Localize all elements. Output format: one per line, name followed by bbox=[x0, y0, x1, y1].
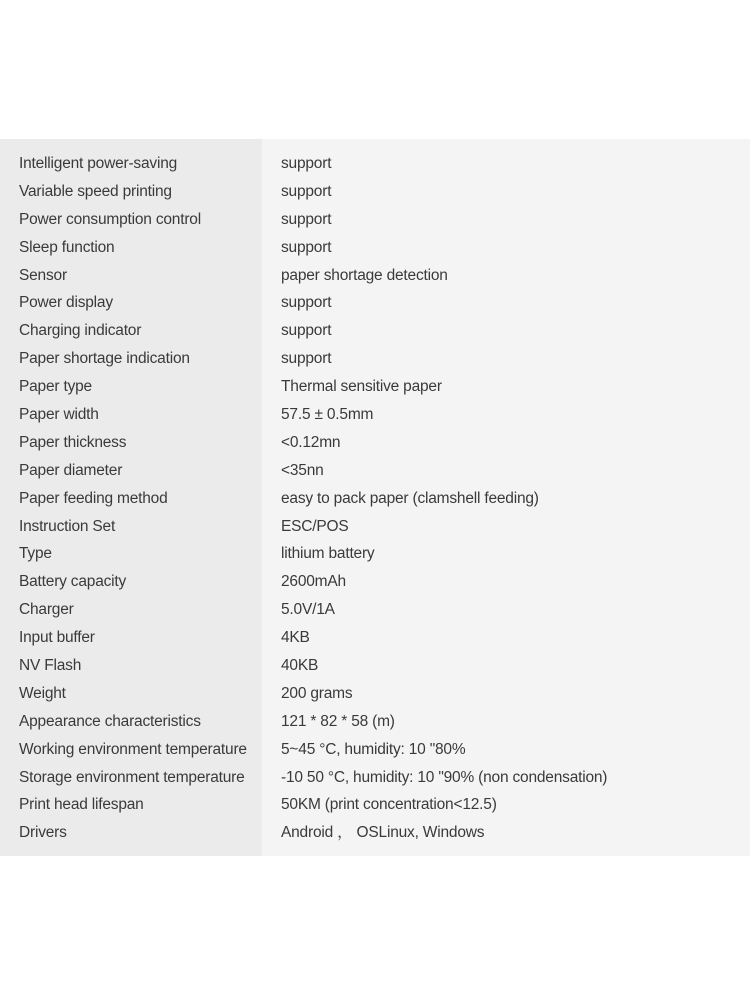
spec-label: Paper type bbox=[19, 378, 92, 396]
spec-label: Weight bbox=[19, 684, 66, 702]
spec-row bbox=[0, 262, 750, 290]
spec-label: Appearance characteristics bbox=[19, 712, 201, 730]
spec-label: Paper shortage indication bbox=[19, 350, 190, 368]
spec-value: 2600mAh bbox=[281, 573, 346, 591]
spec-row bbox=[0, 150, 750, 178]
spec-row bbox=[0, 206, 750, 234]
spec-value: 200 grams bbox=[281, 684, 353, 702]
spec-row bbox=[0, 568, 750, 596]
spec-value: support bbox=[281, 182, 332, 200]
spec-value: easy to pack paper (clamshell feeding) bbox=[281, 489, 539, 507]
spec-row bbox=[0, 485, 750, 513]
spec-row bbox=[0, 819, 750, 847]
spec-label: Instruction Set bbox=[19, 517, 116, 535]
spec-label: Power consumption control bbox=[19, 210, 201, 228]
spec-label: Charging indicator bbox=[19, 322, 142, 340]
spec-value: support bbox=[281, 155, 332, 172]
spec-label: Print head lifespan bbox=[19, 796, 144, 814]
spec-row bbox=[0, 401, 750, 429]
spec-value: support bbox=[281, 350, 332, 368]
spec-row bbox=[0, 764, 750, 792]
spec-value: support bbox=[281, 294, 332, 312]
spec-row bbox=[0, 317, 750, 345]
spec-row bbox=[0, 457, 750, 485]
spec-value: 5.0V/1A bbox=[281, 601, 335, 619]
spec-label: Variable speed printing bbox=[19, 182, 172, 200]
spec-label: Working environment temperature bbox=[19, 740, 247, 758]
spec-row bbox=[0, 680, 750, 708]
spec-row bbox=[0, 624, 750, 652]
spec-value: <0.12mn bbox=[281, 433, 341, 451]
spec-value: 5~45 °C, humidity: 10 "80% bbox=[281, 740, 466, 758]
spec-value: 57.5 ± 0.5mm bbox=[281, 406, 374, 424]
spec-value: support bbox=[281, 322, 332, 340]
spec-label: Type bbox=[19, 545, 52, 563]
spec-row bbox=[0, 234, 750, 262]
spec-value: 4KB bbox=[281, 629, 310, 647]
spec-label: Battery capacity bbox=[19, 573, 127, 591]
spec-value: support bbox=[281, 210, 332, 228]
spec-value: ESC/POS bbox=[281, 517, 349, 535]
spec-label: Power display bbox=[19, 294, 113, 312]
spec-value: paper shortage detection bbox=[281, 266, 448, 284]
spec-label: Paper width bbox=[19, 406, 99, 424]
spec-value: support bbox=[281, 238, 332, 256]
spec-row bbox=[0, 791, 750, 819]
spec-label: Storage environment temperature bbox=[19, 768, 245, 786]
spec-label: Paper thickness bbox=[19, 433, 127, 451]
spec-label: Paper feeding method bbox=[19, 489, 168, 507]
spec-value: Android ， OSLinux, Windows bbox=[281, 824, 485, 842]
spec-row bbox=[0, 596, 750, 624]
spec-row bbox=[0, 429, 750, 457]
spec-row bbox=[0, 708, 750, 736]
spec-label: Sensor bbox=[19, 266, 67, 284]
spec-row bbox=[0, 178, 750, 206]
spec-value: -10 50 °C, humidity: 10 "90% (non condensation) bbox=[281, 768, 608, 786]
spec-row bbox=[0, 652, 750, 680]
spec-row bbox=[0, 373, 750, 401]
spec-table bbox=[0, 139, 750, 856]
spec-row bbox=[0, 289, 750, 317]
spec-value: 121 * 82 * 58 (m) bbox=[281, 712, 395, 730]
spec-row bbox=[0, 540, 750, 568]
spec-label: Charger bbox=[19, 601, 74, 619]
spec-row bbox=[0, 736, 750, 764]
spec-row bbox=[0, 513, 750, 541]
spec-label: Intelligent power-saving bbox=[19, 155, 178, 172]
spec-label: Drivers bbox=[19, 824, 67, 842]
spec-row bbox=[0, 345, 750, 373]
spec-value: Thermal sensitive paper bbox=[281, 378, 442, 396]
spec-value: 40KB bbox=[281, 657, 319, 675]
spec-value: <35nn bbox=[281, 461, 324, 479]
spec-label: NV Flash bbox=[19, 657, 82, 675]
spec-label: Input buffer bbox=[19, 629, 95, 647]
spec-label: Paper diameter bbox=[19, 461, 123, 479]
spec-value: 50KM (print concentration<12.5) bbox=[281, 796, 497, 814]
spec-value: lithium battery bbox=[281, 545, 375, 563]
spec-label: Sleep function bbox=[19, 238, 115, 256]
